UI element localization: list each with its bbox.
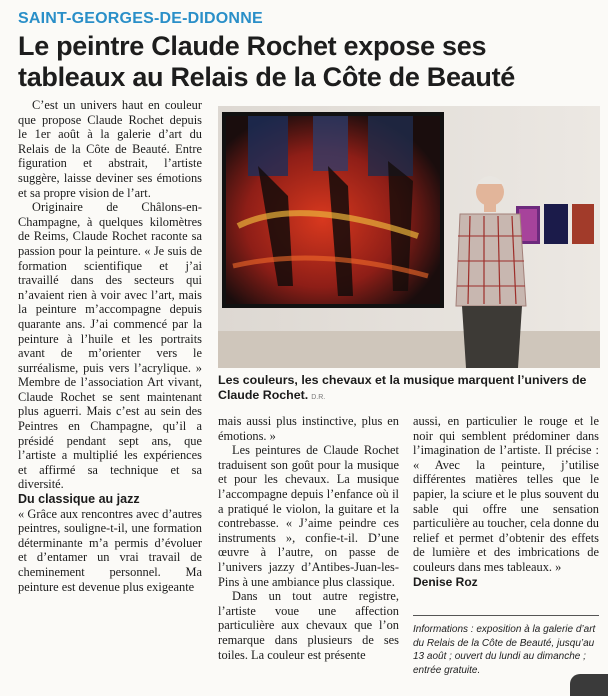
photo-illustration [218,106,600,368]
headline: Le peintre Claude Rochet expose ses tableaux au Relais de la Côte de Beauté [18,31,515,92]
paragraph: Les peintures de Claude Rochet traduisent son goût pour la musique et pour les chevaux. La musique l’accompagne depuis l’enfance où il a pratiqué le violon, la guitare et la contrebasse. « J’aime peindre ces instruments », confie-t-il. D’une œuvre à l’autre, on passe de l’univers jazzy d’Antibes-Juan-les-Pins à une ambiance plus classique. [218,443,399,589]
paragraph: « Grâce aux rencontres avec d’autres peintres, souligne-t-il, une formation déterminante m’a permis d’évoluer et d’entamer un vrai travail de cheminement personnel. Ma peinture est devenue plus exigeante [18,506,202,594]
column-1 [18,98,202,594]
author-signature: Denise Roz [413,574,478,589]
article-photo [218,106,600,368]
paragraph: Originaire de Châlons-en-Champagne, à quelques kilomètres de Reims, Claude Rochet raconte sa passion pour la peinture. « Je suis de formation scientifique et j’ai travaillé dans des secteurs qui n’avaient rien à voir avec l’art, mais la peinture m’accompagne depuis quarante ans. J’ai commencé par la peinture à l’huile et les portraits avant de m’orienter vers le surréalisme, puis vers l’acrylique. » Membre de l’association Art vivant, Claude Rochet se sent maintenant plus aguerri. Mais c’est au sein des Peintres en Champagne, qu’il a présidé pendant sept ans, que l’artiste a multiplié les expériences et affirmé sa technique et sa diversité. [18,200,202,492]
subheading: Du classique au jazz [18,492,140,507]
divider [413,615,599,616]
column-3 [413,414,599,589]
info-box: Informations : exposition à la galerie d’art du Relais de la Côte de Beauté, jusqu’au 13 août ; ouvert du lundi au dimanche ; entrée gratuite. [413,624,596,676]
page-corner-tab [570,674,608,696]
paragraph: aussi, en particulier le rouge et le noir qui semblent prédominer dans l’imagination de l’artiste. Il précise : « Avec la peinture, j’utilise différentes matières telles que le papier, la sciure et le plus souvent du sable qui offre une sensation particulière au toucher, cela donne du relief et permet d’obtenir des effets de lumière et des imbrications de couleurs dans mes tableaux. » [413,414,599,574]
paragraph: C’est un univers haut en couleur que propose Claude Rochet depuis le 1er août à la galerie d’art du Relais de la Côte de Beauté. Entre figuration et abstrait, l’artiste suggère, laisse deviner ses émotions et sa propre vision de l’art. [18,98,202,200]
photo-caption [218,373,600,405]
section-kicker: SAINT-GEORGES-DE-DIDONNE [18,10,263,27]
paragraph: Dans un tout autre registre, l’artiste voue une affection particulière aux chevaux que l’on remarque dans plusieurs de ses toiles. La couleur est présente [218,589,399,662]
photo-credit: D.R. [311,394,326,401]
paragraph: mais aussi plus instinctive, plus en émotions. » [218,414,399,443]
caption-text: Les couleurs, les chevaux et la musique marquent l’univers de Claude Rochet. [218,373,587,402]
column-2 [218,414,399,662]
